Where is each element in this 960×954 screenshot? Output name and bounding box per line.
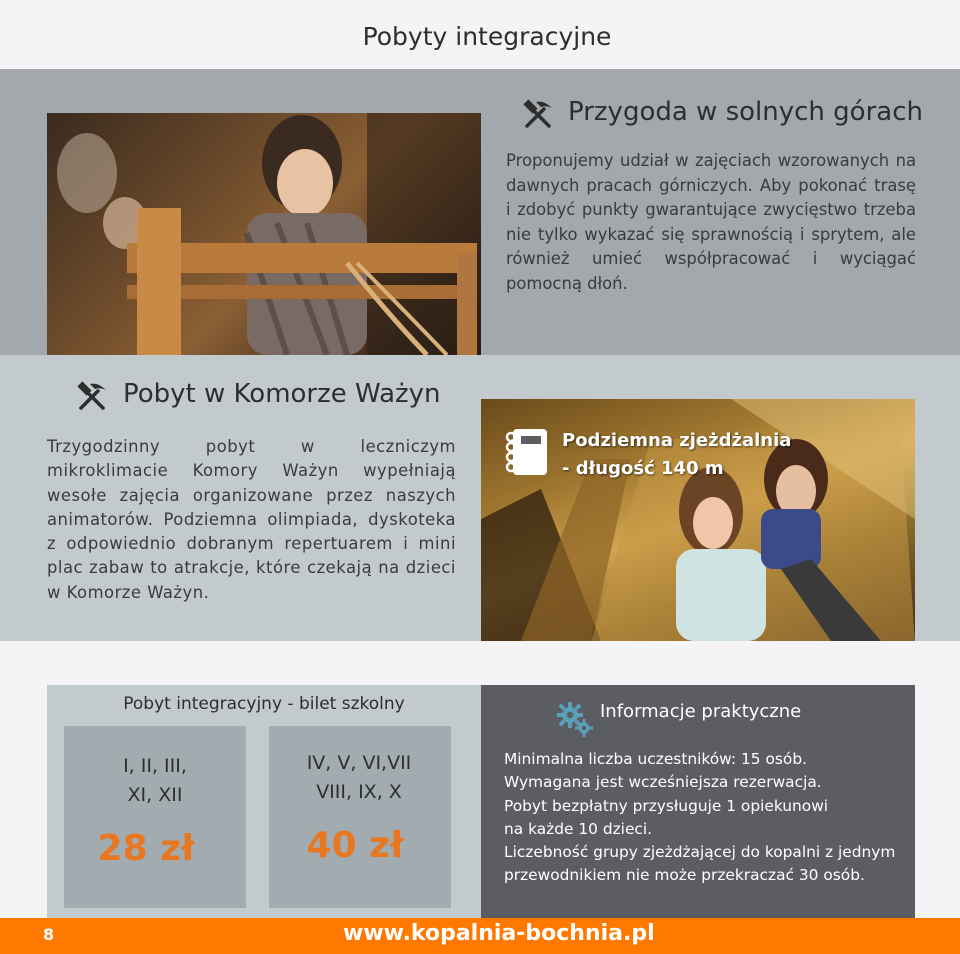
info-line: Liczebność grupy zjeżdżającej do kopalni z jednym — [504, 843, 896, 862]
ticket-price: 28 zł — [97, 828, 195, 869]
notebook-icon — [503, 427, 549, 477]
ticket-grades — [64, 752, 246, 810]
pickaxe-hammer-icon — [76, 381, 108, 413]
ticket-panel-title: Pobyt integracyjny - bilet szkolny — [123, 694, 405, 714]
photo-girl-at-mine-winch — [47, 113, 481, 355]
info-line: Pobyt bezpłatny przysługuje 1 opiekunowi — [504, 796, 829, 815]
gears-icon — [555, 698, 595, 738]
practical-info-text — [504, 748, 909, 888]
section2-title: Pobyt w Komorze Ważyn — [123, 379, 441, 409]
section1-paragraph: Proponujemy udział w zajęciach wzorowanych na dawnych pracach górniczych. Aby pokonać trasę i zdobyć punkty gwarantujące zwycięstwo trzeba nie tylko wykazać się sprawnością i sprytem, ale również umieć współpracować i wyciągać pomocną dłoń. — [506, 151, 916, 293]
ticket-option-grades-4-10 — [269, 726, 451, 908]
ticket-panel — [47, 685, 481, 918]
ticket-grades — [268, 749, 450, 807]
section1-title: Przygoda w solnych górach — [568, 97, 923, 127]
ticket-grades-line1: I, II, III, — [123, 755, 187, 777]
ticket-grades-line2: XI, XII — [127, 784, 183, 806]
slide-caption — [562, 427, 791, 483]
section-salt-mountains — [0, 69, 960, 355]
slide-caption-line1: Podziemna zjeżdżalnia — [562, 430, 792, 451]
page-title: Pobyty integracyjne — [362, 22, 612, 51]
website-link[interactable]: www.kopalnia-bochnia.pl — [343, 921, 655, 946]
ticket-option-grades-1-3-11-12 — [64, 726, 246, 908]
footer-bar — [0, 918, 960, 954]
photo-underground-slide — [481, 399, 915, 641]
ticket-grades-line2: VIII, IX, X — [316, 781, 402, 803]
pickaxe-hammer-icon — [522, 99, 554, 131]
practical-info-title: Informacje praktyczne — [600, 701, 802, 722]
section2-paragraph: Trzygodzinny pobyt w leczniczym mikroklimacie Komory Ważyn wypełniają wesołe zajęcia organizowane przez naszych animatorów. Podziemna olimpiada, dyskoteka z odpowiednio dobranym repertuarem i mini plac zabaw to atrakcje, które czekają na dzieci w Komorze Ważyn. — [47, 437, 456, 602]
ticket-grades-line1: IV, V, VI,VII — [306, 752, 412, 774]
page-number: 8 — [43, 925, 55, 944]
ticket-price: 40 zł — [306, 825, 404, 866]
info-line: na każde 10 dzieci. — [504, 819, 653, 838]
slide-caption-line2: - długość 140 m — [562, 458, 724, 479]
info-line: Wymagana jest wcześniejsza rezerwacja. — [504, 773, 822, 792]
info-line: przewodnikiem nie może przekraczać 30 osób. — [504, 866, 865, 885]
info-line: Minimalna liczba uczestników: 15 osób. — [504, 750, 807, 768]
section-wazyn-chamber — [0, 355, 960, 641]
photo-girl-illustration — [47, 113, 481, 355]
practical-info-panel — [481, 685, 915, 918]
